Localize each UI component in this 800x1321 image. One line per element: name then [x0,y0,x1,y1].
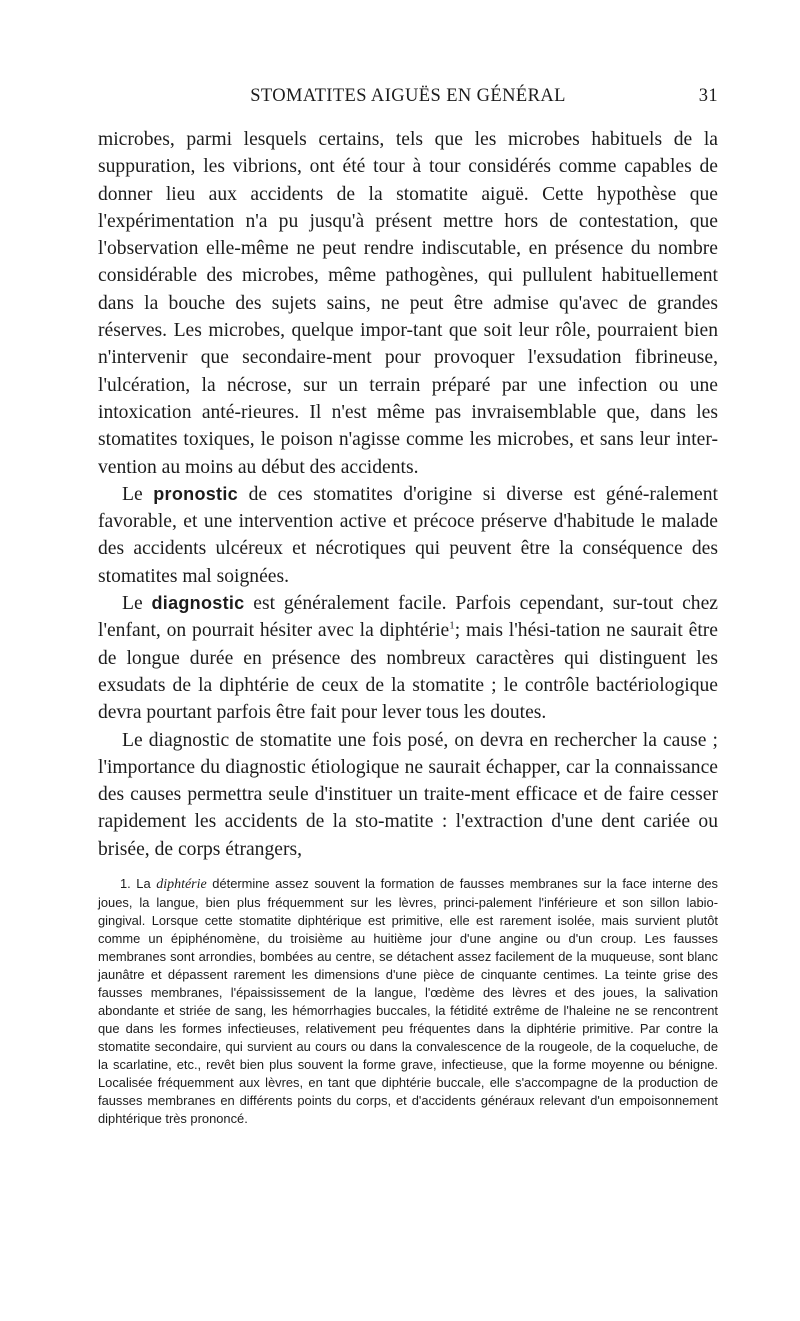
paragraph-etiology: Le diagnostic de stomatite une fois posé, on devra en rechercher la cause ; l'importance du diagnostic étiologique ne saurait échapper, car la connaissance des causes permettra seule d'instituer un traite-ment efficace et de faire cesser rapidement les accidents de la sto-matite : l'extraction d'une dent cariée ou brisée, de corps étrangers, [98,729,718,860]
footnote-text: détermine assez souvent la formation de fausses membranes sur la face interne des joues, la langue, bien plus fréquemment sur les lèvres, princi-palement l'inférieure et son sillon labio-gingival. Lorsque cette stomatite diphtérique est primitive, elle est rarement isolée, mais survient plutôt comme un épiphénomène, du troisième au huitième jour d'une angine ou d'un croup. Les fausses membranes sont arrondies, bombées au centre, se détachent assez facilement de la muqueuse, sont blanc jaunâtre et dépassent rarement les dimensions d'une pièce de cinquante centimes. La teinte grise des fausses membranes, l'épaississement de la langue, l'œdème des lèvres et des joues, la salivation abondante et striée de sang, les hémorrhagies buccales, la fétidité extrême de l'haleine ne se rencontrent que dans les formes infectieuses, relativement peu fréquentes dans la diphtérie primitive. Par contre la stomatite secondaire, qui survient au cours ou dans la convalescence de la rougeole, de la coqueluche, de la scarlatine, etc., revêt bien plus souvent la forme grave, infectieuse, que la forme moyenne ou bénigne. Localisée fréquemment aux lèvres, en tant que diphtérie buccale, elle s'accompagne de la production de fausses membranes en différents points du corps, et d'accidents généraux relevant d'un empoisonnement diphtérique très prononcé. [98,876,718,1127]
running-head [98,86,718,112]
main-text [98,126,718,863]
footnote-number: 1. La [120,876,151,892]
paragraph-lead-word: Le [122,593,143,615]
paragraph-text: est généralement facile. Parfois cependant, sur-tout chez l'enfant, on pourrait hésiter avec la diphtérie [98,593,718,642]
paragraph-text: de ces stomatites d'origine si diverse est géné-ralement favorable, et une intervention active et précoce préserve d'habitude le malade des accidents ulcéreux et nécrotiques qui peuvent être la conséquence des stomatites mal soignées. [98,483,718,587]
paragraph-lead-word: Le [122,483,143,505]
paragraph-diagnostic [98,590,718,726]
paragraph-text: ; mais l'hési-tation ne saurait être de longue durée en présence des nombreux caractères qui distinguent les exsudats de la diphtérie de ceux de la stomatite ; le contrôle bactériologique devra pourtant parfois être fait pour lever tous les doutes. [98,620,718,724]
footnote-reference: 1 [449,619,455,632]
keyword-diagnostic: diagnostic [151,593,245,614]
paragraph-pronostic [98,481,718,590]
paragraph-microbes: microbes, parmi lesquels certains, tels que les microbes habituels de la suppuration, les vibrions, ont été tour à tour considérés comme capables de donner lieu aux accidents de la stomatite aiguë. Cette hypothèse que l'expérimentation n'a pu jusqu'à présent mettre hors de contestation, que l'observation elle-même ne peut rendre indiscutable, en présence du nombre considérable des microbes, même pathogènes, qui pullulent habituellement dans la bouche des sujets sains, ne peut être admise qu'avec de grandes réserves. Les microbes, quelque impor-tant que soit leur rôle, pourraient bien n'intervenir que secondaire-ment pour provoquer l'exsudation fibrineuse, l'ulcération, la nécrose, sur un terrain préparé par une infection ou une intoxication anté-rieures. Il n'est même pas invraisemblable que, dans les stomatites toxiques, le poison n'agisse comme les microbes, et sans leur inter-vention au moins au début des accidents. [98,129,718,478]
footnote-term: diphtérie [156,877,207,893]
running-title: STOMATITES AIGUËS EN GÉNÉRAL [250,86,566,106]
footnotes [98,875,718,1128]
keyword-pronostic: pronostic [153,483,238,504]
page-number: 31 [698,86,718,106]
book-page [98,86,718,1128]
footnote-1 [98,875,718,1128]
